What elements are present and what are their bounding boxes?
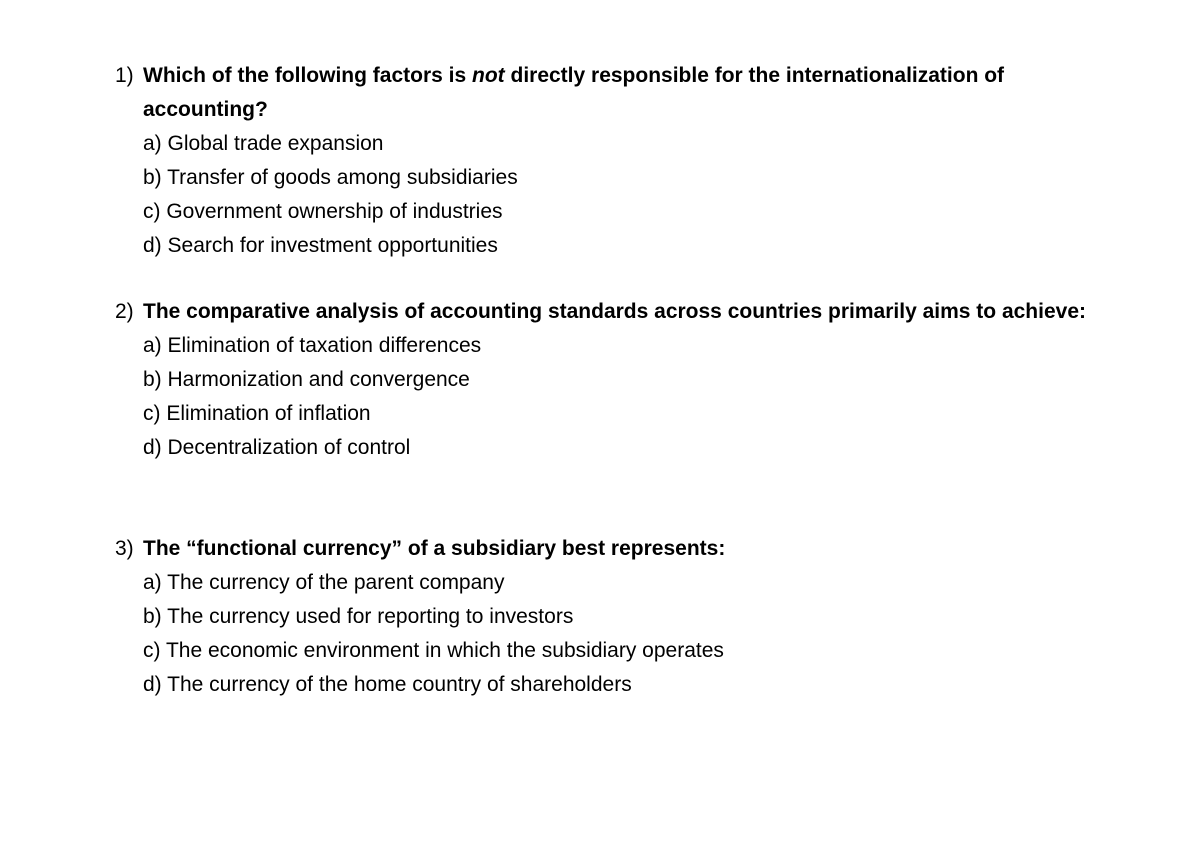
question-2-option-d: d) Decentralization of control xyxy=(143,436,411,459)
question-1-option-a: a) Global trade expansion xyxy=(143,132,384,155)
question-2-option-b: b) Harmonization and convergence xyxy=(143,368,470,391)
question-1-header xyxy=(115,59,1095,127)
question-1-number: 1) xyxy=(115,64,134,87)
question-2-stem: The comparative analysis of accounting standards across countries primarily aims to achieve: xyxy=(143,300,1087,323)
question-1-stem-emphasis: not xyxy=(472,64,505,87)
question-3-header xyxy=(115,532,1095,566)
question-1-stem xyxy=(143,59,1095,127)
question-3-options xyxy=(115,566,1095,702)
question-2-header xyxy=(115,295,1095,329)
question-3 xyxy=(115,532,1095,702)
question-1-option-d: d) Search for investment opportunities xyxy=(143,234,498,257)
question-2-options xyxy=(115,329,1095,465)
question-1-options xyxy=(115,127,1095,263)
question-3-option-a: a) The currency of the parent company xyxy=(143,571,505,594)
question-1-stem-part2: directly responsible for the internationalization of accounting? xyxy=(143,64,1005,121)
question-1-option-c: c) Government ownership of industries xyxy=(143,200,503,223)
question-2-option-a: a) Elimination of taxation differences xyxy=(143,334,482,357)
question-2-option-c: c) Elimination of inflation xyxy=(143,402,371,425)
question-2 xyxy=(115,295,1095,465)
question-1 xyxy=(115,59,1095,263)
question-1-stem-part1: Which of the following factors is xyxy=(143,64,472,87)
question-3-number: 3) xyxy=(115,537,134,560)
question-2-number: 2) xyxy=(115,300,134,323)
question-3-option-d: d) The currency of the home country of shareholders xyxy=(143,673,632,696)
question-1-option-b: b) Transfer of goods among subsidiaries xyxy=(143,166,518,189)
question-3-option-b: b) The currency used for reporting to investors xyxy=(143,605,574,628)
question-3-stem: The “functional currency” of a subsidiary best represents: xyxy=(143,537,726,560)
question-3-option-c: c) The economic environment in which the subsidiary operates xyxy=(143,639,724,662)
